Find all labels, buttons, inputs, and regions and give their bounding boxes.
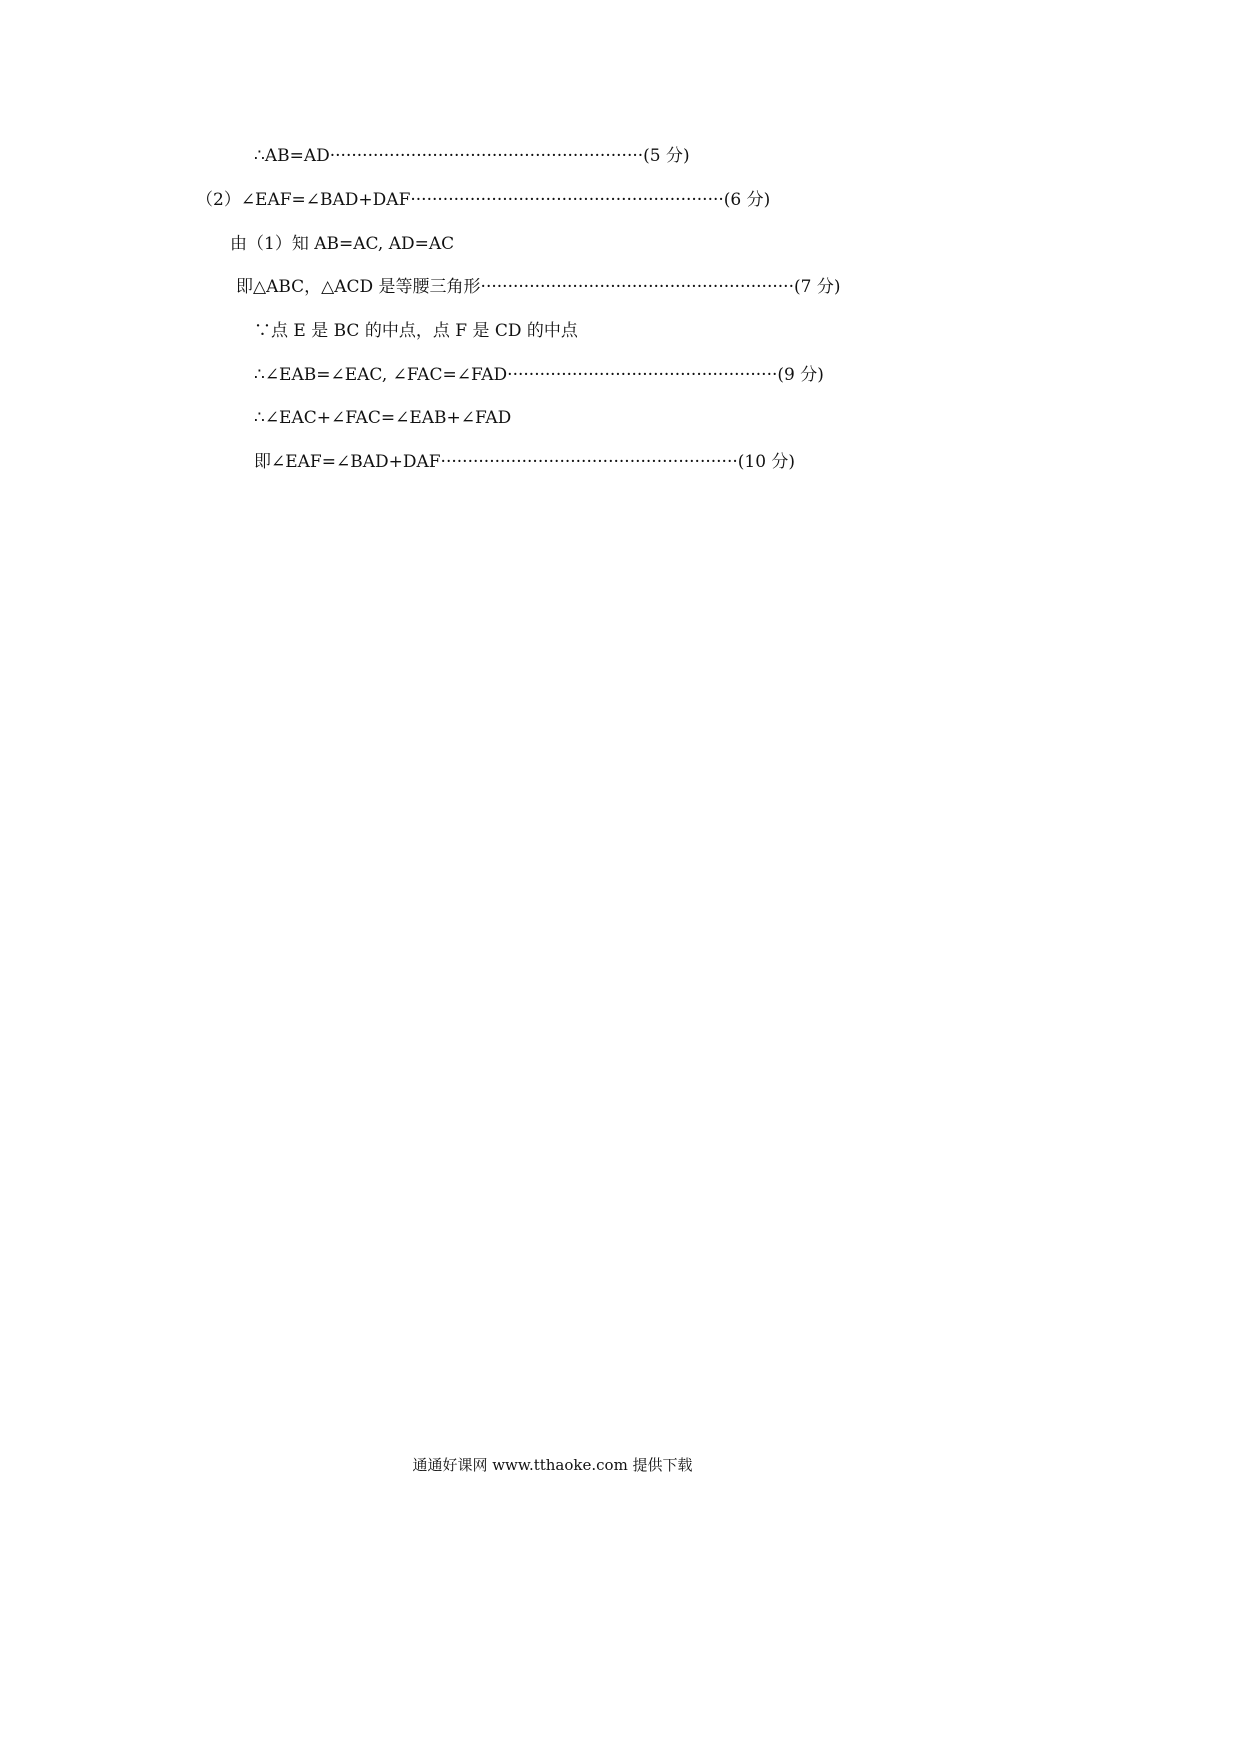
solution-line-8: 即∠EAF=∠BAD+DAF·······················································(10 分) xyxy=(254,452,796,472)
page-footer: 通通好课网 www.tthaoke.com 提供下载 xyxy=(412,1456,693,1474)
solution-line-4: 即△ABC，△ACD 是等腰三角形··························································(7 分) xyxy=(236,277,841,297)
solution-line-1: ∴AB=AD··························································(5 分) xyxy=(254,146,690,166)
solution-line-2: （2）∠EAF=∠BAD+DAF··························································(6 分) xyxy=(196,190,771,210)
solution-line-7: ∴∠EAC+∠FAC=∠EAB+∠FAD xyxy=(254,408,512,428)
solution-line-3: 由（1）知 AB=AC, AD=AC xyxy=(230,234,455,254)
solution-line-5: ∵点 E 是 BC 的中点，点 F 是 CD 的中点 xyxy=(254,321,578,341)
solution-line-6: ∴∠EAB=∠EAC, ∠FAC=∠FAD··················································(9 分) xyxy=(254,365,824,385)
